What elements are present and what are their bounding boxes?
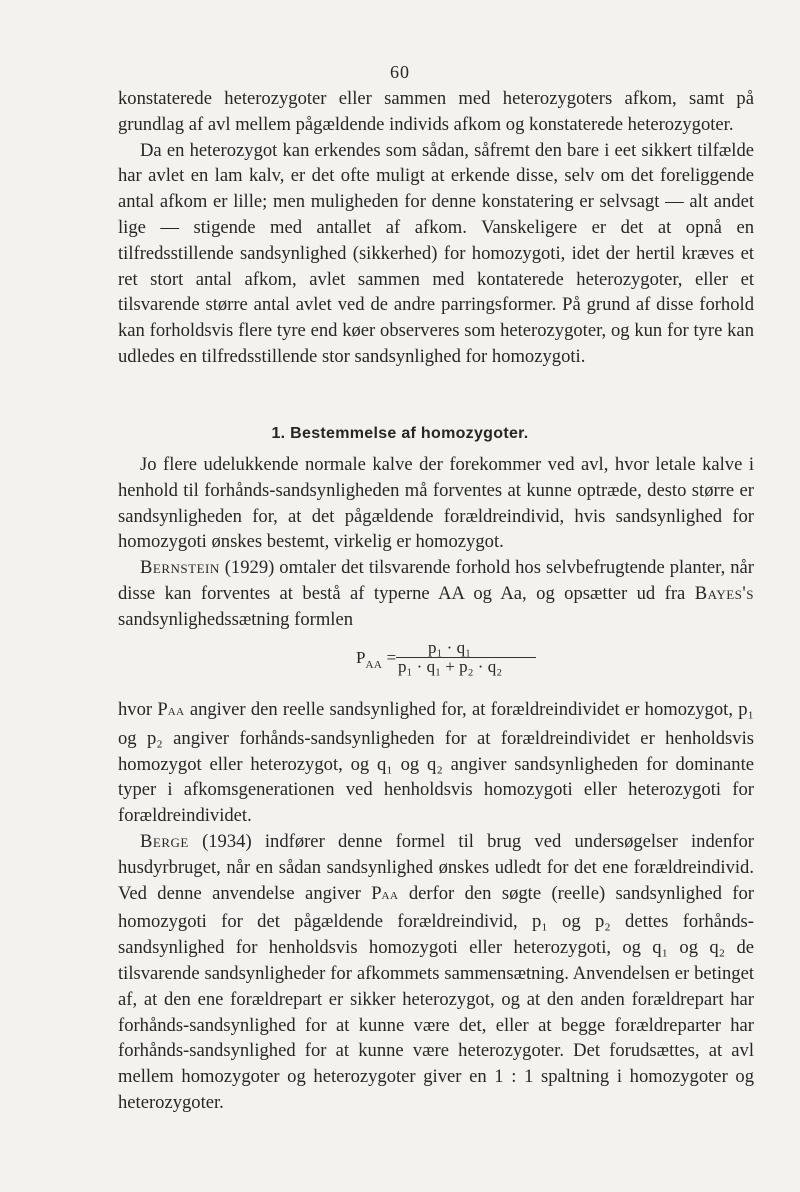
formula-numerator: p₁ · q₁ (428, 638, 472, 657)
formula-denominator: p₁ · q₁ + p₂ · q₂ (398, 657, 503, 676)
formula-lhs: $P_{AA}$ = (356, 648, 397, 671)
bayes-formula (0, 638, 800, 680)
section-text (118, 452, 754, 633)
intro-paragraph-2: Da en heterozygot kan erkendes som sådan, såfremt den bare i eet sikkert tilfælde har avlet en lam kalv, er det ofte muligt at erkende disse, selv om det foreliggende antal afkom er lille; men muligheden for denne konstatering er selvsagt — alt andet lige — stigende med antallet af afkom. Vanskeligere er det at opnå en tilfredsstillende sandsynlighed (sikkerhed) for homozygoti, idet der hertil kræves et ret stort antal afkom, avlet sammen med kontaterede heterozygoter, eller et tilsvarende større antal avlet ved de andre parringsformer. På grund af disse forhold kan forholdsvis flere tyre end køer observeres som heterozygoter, og kun for tyre kan udledes en tilfredsstillende stor sandsynlighed for homozygoti. (118, 139, 754, 367)
explanation-paragraph-1: hvor PAA angiver den reelle sandsynlighed for, at forældreindividet er homozygot, p₁ og p₂ angiver forhånds-sandsynligheden for at forældreindividet er henholdsvis homozygot eller heterozygot, og q₁ og q₂ angiver sandsynligheden for dominante typer i afkomsgenerationen ved henholdsvis homozygoti eller heterozygoti for forældreindividet. (118, 699, 755, 827)
section-heading: 1. Bestemmelse af homozygoter. (271, 425, 529, 442)
section-paragraph-2: Bernstein (1929) omtaler det tilsvarende forhold hos selvbefrugtende planter, når disse kan forventes at bestå af typerne AA og Aa, og opsætter ud fra Bayes's sandsynlighedssætning formlen (118, 557, 754, 630)
author-bayes: Bayes's (694, 582, 754, 604)
author-bernstein: Bernstein (140, 557, 220, 579)
author-berge: Berge (140, 830, 189, 852)
explanation-paragraph-2: Berge (1934) indfører denne formel til brug ved undersøgelser indenfor husdyrbruget, når en sådan sandsynlighed ønskes udledt for det ene forældreindivid. Ved denne anvendelse angiver PAA derfor den søgte (reelle) sandsynlighed for homozygoti for det pågældende forældreindivid, p₁ og p₂ dettes forhånds-sandsynlighed for henholdsvis homozygoti eller heterozygoti, og q₁ og q₂ de tilsvarende sandsynligheder for afkommets sammensætning. Anvendelsen er betinget af, at den ene forældrepart er sikker heterozygot, og at den anden forældrepart har forhånds-sandsynlighed for at kunne være det, eller at begge forældreparter har forhånds-sandsynlighed for at kunne være heterozygoter. Det forudsættes, at avl mellem homozygoter og heterozygoter giver en 1 : 1 spaltning i homozygoter og heterozygoter. (118, 830, 754, 1113)
page-number: 60 (390, 62, 410, 82)
explanation-text (118, 697, 754, 1116)
section-paragraph-1: Jo flere udelukkende normale kalve der forekommer ved avl, hvor letale kalve i henhold til forhånds-sandsynligheden må forventes at kunne optræde, desto større er sandsynligheden for, at det pågældende forældreindivid, hvis sandsynlighed for homozygoti ønskes bestemt, virkelig er homozygot. (118, 454, 754, 553)
intro-paragraph-1: konstaterede heterozygoter eller sammen med heterozygoters afkom, samt på grundlag af avl mellem pågældende individs afkom og konstaterede heterozygoter. (118, 88, 754, 135)
intro-text (118, 86, 754, 370)
